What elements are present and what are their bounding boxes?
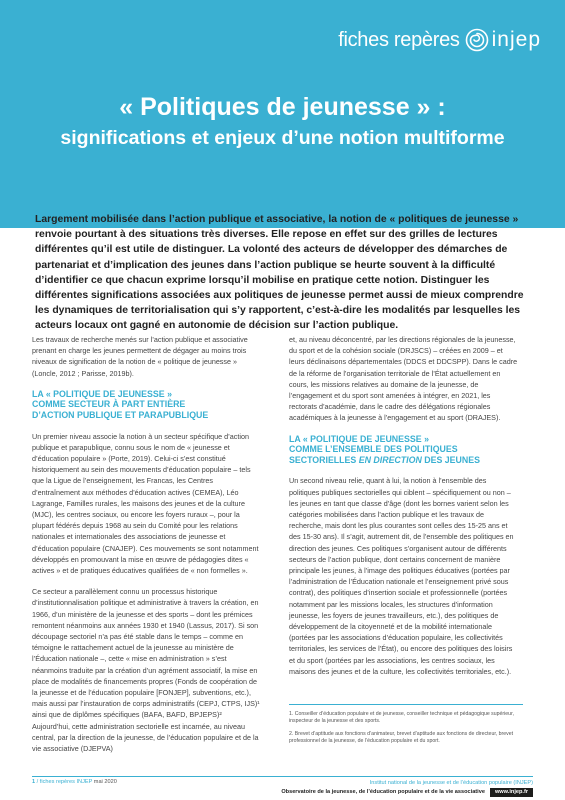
footer-institution xyxy=(281,779,533,797)
header-banner xyxy=(0,0,565,228)
website-link[interactable]: www.injep.fr xyxy=(490,788,533,797)
brand-injep-text: injep xyxy=(491,28,541,51)
body-paragraph: Un second niveau relie, quant à lui, la notion à l’ensemble des politiques publiques sectorielles qui ciblent – spécifiquement ou non – les jeunes en tant que classe d’âge (dont les bornes varient selon les catégories mobilisées dans l’action publique et les travaux de recherche, mais dont les plus courantes sont celles des 15-25 ans et des 15-30 ans). Il s’agit, autrement dit, de l’ensemble des politiques en direction des jeunes. Ces politiques s’organisent autour de différents secteurs de l’action publique, dont certains concernent de manière principale les jeunes, à l’image des politiques éducatives (portées par l’administration de l’Éducation nationale et l’enseignement privé sous contrat), des politiques d’insertion sociale et professionnelle (portées notamment par les missions locales, les structures d’information jeunesse, les foyers de jeunes travailleurs, etc.), des politiques de développement de la citoyenneté et de la mobilité internationale (portées par les associations d’éducation populaire, les collectivités territoriales, les services de l’État), ou encore des politiques des loisirs et du sport (portées par les associations, les centres sociaux, les maisons des jeunes et de la culture, les collectivités territoriales, etc.). xyxy=(289,476,514,676)
heading-text: SECTORIELLES xyxy=(289,454,359,465)
brand-fiches-text: fiches repères xyxy=(338,28,460,51)
page-title xyxy=(30,92,535,152)
spiral-logo-icon xyxy=(465,28,489,52)
body-paragraph: et, au niveau déconcentré, par les directions régionales de la jeunesse, du sport et de la cohésion sociale (DRJSCS) – créées en 2009 – et leurs déclinaisons départementales (DDCS et DDCSPP). Dans le cadre de la réforme de l’organisation territoriale de l’État actuellement en cours, les missions relatives au domaine de la jeunesse, de l’engagement et du sport sont amenées à intégrer, en 2021, les rectorats d’académie, dans le cadre des délégations régionales académiques à la jeunesse à l’engagement et au sport (DRAJES). xyxy=(289,335,518,423)
section-heading-2-line-3 xyxy=(289,455,518,466)
title-line-1: « Politiques de jeunesse » : xyxy=(119,93,446,121)
heading-text: DES JEUNES xyxy=(421,454,480,465)
footnotes xyxy=(289,704,523,751)
left-column xyxy=(32,334,261,764)
page-number: 1 xyxy=(32,779,36,785)
title-line-2: significations et enjeux d’une notion multiforme xyxy=(60,127,505,149)
section-heading-1-line-2: COMME SECTEUR À PART ENTIÈRE xyxy=(32,399,186,410)
section-heading-1 xyxy=(32,389,261,421)
section-heading-1-line-3: D’ACTION PUBLIQUE ET PARAPUBLIQUE xyxy=(32,410,209,420)
observatory-name: Observatoire de la jeunesse, de l’éducation populaire et de la vie associative xyxy=(281,789,485,795)
section-heading-2 xyxy=(289,434,518,466)
footnote-1: 1. Conseiller d’éducation populaire et de jeunesse, conseiller technique et pédagogique supérieur, inspecteur de la jeunesse et des sports. xyxy=(289,711,514,725)
body-paragraph: Ce secteur a parallèlement connu un processus historique d’institutionnalisation politique et administrative à travers la création, en 1966, d’un ministère de la jeunesse et des sports – dont les prémices remontent néanmoins aux années 1930 et 1940 (Lassus, 2017). Si son découpage sectoriel n’a pas été stable dans le temps – comme en témoigne le rattachement actuel de la jeunesse au ministère de l’Éducation nationale –, cette « mise en administration » s’est néanmoins traduite par la création d’un agrément associatif, la mise en place de modalités de financements propres (Fonds de coopération de la jeunesse et de l’éducation populaire [FONJEP], subventions, etc.), mais aussi par l’instauration de corps administratifs (CEPJ, CTPS, IJS)¹ ainsi que de diplômes spécifiques (BAFA, BAFD, BPJEPS)² Aujourd’hui, cette administration sectorielle est incarnée, au niveau central, par la direction de la jeunesse, de l’éducation populaire et de la vie associative (DJEPVA) xyxy=(32,587,260,754)
lead-paragraph: Largement mobilisée dans l’action publique et associative, la notion de « politiques de jeunesse » renvoie pourtant à des situations très diverses. Elle repose en effet sur des grilles de lectures différentes qu’il est utile de distinguer. La volonté des acteurs de développer des démarches de partenariat et d’implication des jeunes dans l’action publique se heurte souvent à la difficulté d’identifier ce que chacun exprime lorsqu’il mobilise en pratique cette notion. Distinguer les différentes significations associées aux politiques de jeunesse permet aussi de mieux comprendre les dynamiques de territorialisation qui s’y rapportent, c’est-à-dire les modalités par lesquelles les acteurs locaux ont gagné en autonomie de décision sur l’action publique. xyxy=(35,214,524,332)
footnote-2: 2. Brevet d’aptitude aux fonctions d’animateur, brevet d’aptitude aux fonctions de directeur, brevet professionnel de la jeunesse, de l’éducation populaire et du sport. xyxy=(289,730,514,745)
publication-date: mai 2020 xyxy=(92,779,117,785)
intro-paragraph: Les travaux de recherche menés sur l’action publique et associative prenant en charge les jeunes permettent de dégager au moins trois niveaux de signification de la notion de « politique de jeunesse » (Loncle, 2012 ; Parisse, 2019b). xyxy=(32,335,248,378)
section-heading-2-line-1: LA « POLITIQUE DE JEUNESSE » xyxy=(289,433,429,444)
section-heading-2-line-2: COMME L’ENSEMBLE DES POLITIQUES xyxy=(289,444,458,455)
institution-name: Institut national de la jeunesse et de l’éducation populaire (INJEP) xyxy=(369,780,533,786)
footer-page-info xyxy=(32,779,117,785)
footer-divider xyxy=(32,776,533,777)
series-name: / fiches repères INJEP xyxy=(35,779,93,785)
body-paragraph: Un premier niveau associe la notion à un secteur spécifique d’action publique et parapublique, connu sous le nom de « jeunesse et d’éducation populaire » (Porte, 2019). Celui-ci s’est constitué historiquement au sein des mouvements d’éducation populaire – tels que la Ligue de l’enseignement, les Francas, les Centres d’entraînement aux méthodes d’éducation actives (CEMEA), Léo Lagrange, Familles rurales, les maisons des jeunes et de la culture (MJC), les centres sociaux, ou encore les foyers ruraux –, pour la plupart fédérés depuis 1968 au sein du Comité pour les relations nationales et internationales des associations de jeunesse et d’éducation populaire (CNAJEP). Ces mouvements se sont notamment développés en promouvant la mise en œuvre de pédagogies dites « actives » et de pratiques éducatives qualifiées de « non formelles ». xyxy=(32,431,259,576)
heading-emphasis: EN DIRECTION xyxy=(358,454,422,465)
brand-logo[interactable] xyxy=(338,28,541,52)
section-heading-1-line-1: LA « POLITIQUE DE JEUNESSE » xyxy=(32,388,172,399)
right-column xyxy=(289,334,518,687)
